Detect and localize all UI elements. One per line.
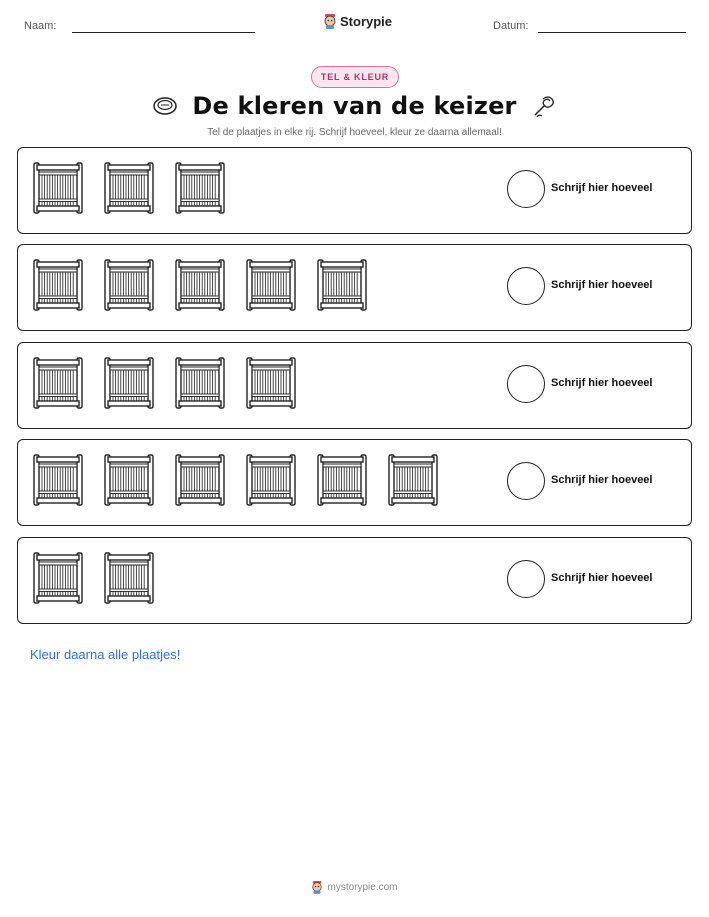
date-line[interactable]	[538, 32, 686, 33]
loom-icon	[32, 161, 84, 215]
brand-logo	[323, 13, 392, 29]
loom-icon	[174, 453, 226, 507]
storypie-mascot-icon	[311, 880, 323, 894]
loom-icon	[387, 453, 439, 507]
footer-note: Kleur daarna alle plaatjes!	[30, 647, 181, 662]
answer-label: Schrijf hier hoeveel	[551, 377, 653, 389]
loom-icon	[103, 356, 155, 410]
footer-brand-text: mystorypie.com	[327, 881, 398, 893]
name-line[interactable]	[72, 32, 255, 33]
count-row	[17, 537, 692, 624]
loom-icon	[245, 453, 297, 507]
footer-brand	[0, 880, 709, 894]
count-row	[17, 244, 692, 331]
title-row	[0, 92, 709, 120]
answer-circle[interactable]	[507, 170, 545, 208]
category-badge: TEL & KLEUR	[311, 66, 399, 88]
date-label: Datum:	[493, 20, 529, 32]
coin-icon	[152, 96, 178, 116]
answer-label: Schrijf hier hoeveel	[551, 572, 653, 584]
storypie-mascot-icon	[323, 13, 337, 29]
loom-icon	[174, 161, 226, 215]
loom-icon	[174, 356, 226, 410]
loom-icon	[32, 258, 84, 312]
name-label: Naam:	[24, 20, 57, 32]
count-row	[17, 439, 692, 526]
loom-icon	[103, 453, 155, 507]
loom-icon	[316, 258, 368, 312]
answer-circle[interactable]	[507, 365, 545, 403]
loom-icon	[103, 551, 155, 605]
answer-circle[interactable]	[507, 560, 545, 598]
count-row	[17, 342, 692, 429]
brand-name: Storypie	[340, 13, 393, 29]
loom-icon	[245, 258, 297, 312]
loom-icon	[103, 161, 155, 215]
answer-label: Schrijf hier hoeveel	[551, 182, 653, 194]
loom-icon	[245, 356, 297, 410]
loom-icon	[316, 453, 368, 507]
count-row	[17, 147, 692, 234]
loom-icon	[32, 551, 84, 605]
instructions: Tel de plaatjes in elke rij. Schrijf hoeveel, kleur ze daarna allemaal!	[207, 127, 502, 138]
loom-icon	[32, 453, 84, 507]
answer-circle[interactable]	[507, 267, 545, 305]
answer-label: Schrijf hier hoeveel	[551, 474, 653, 486]
loom-icon	[103, 258, 155, 312]
page-title: De kleren van de keizer	[192, 92, 517, 120]
loom-icon	[174, 258, 226, 312]
answer-circle[interactable]	[507, 462, 545, 500]
thread-icon	[531, 93, 557, 119]
loom-icon	[32, 356, 84, 410]
answer-label: Schrijf hier hoeveel	[551, 279, 653, 291]
